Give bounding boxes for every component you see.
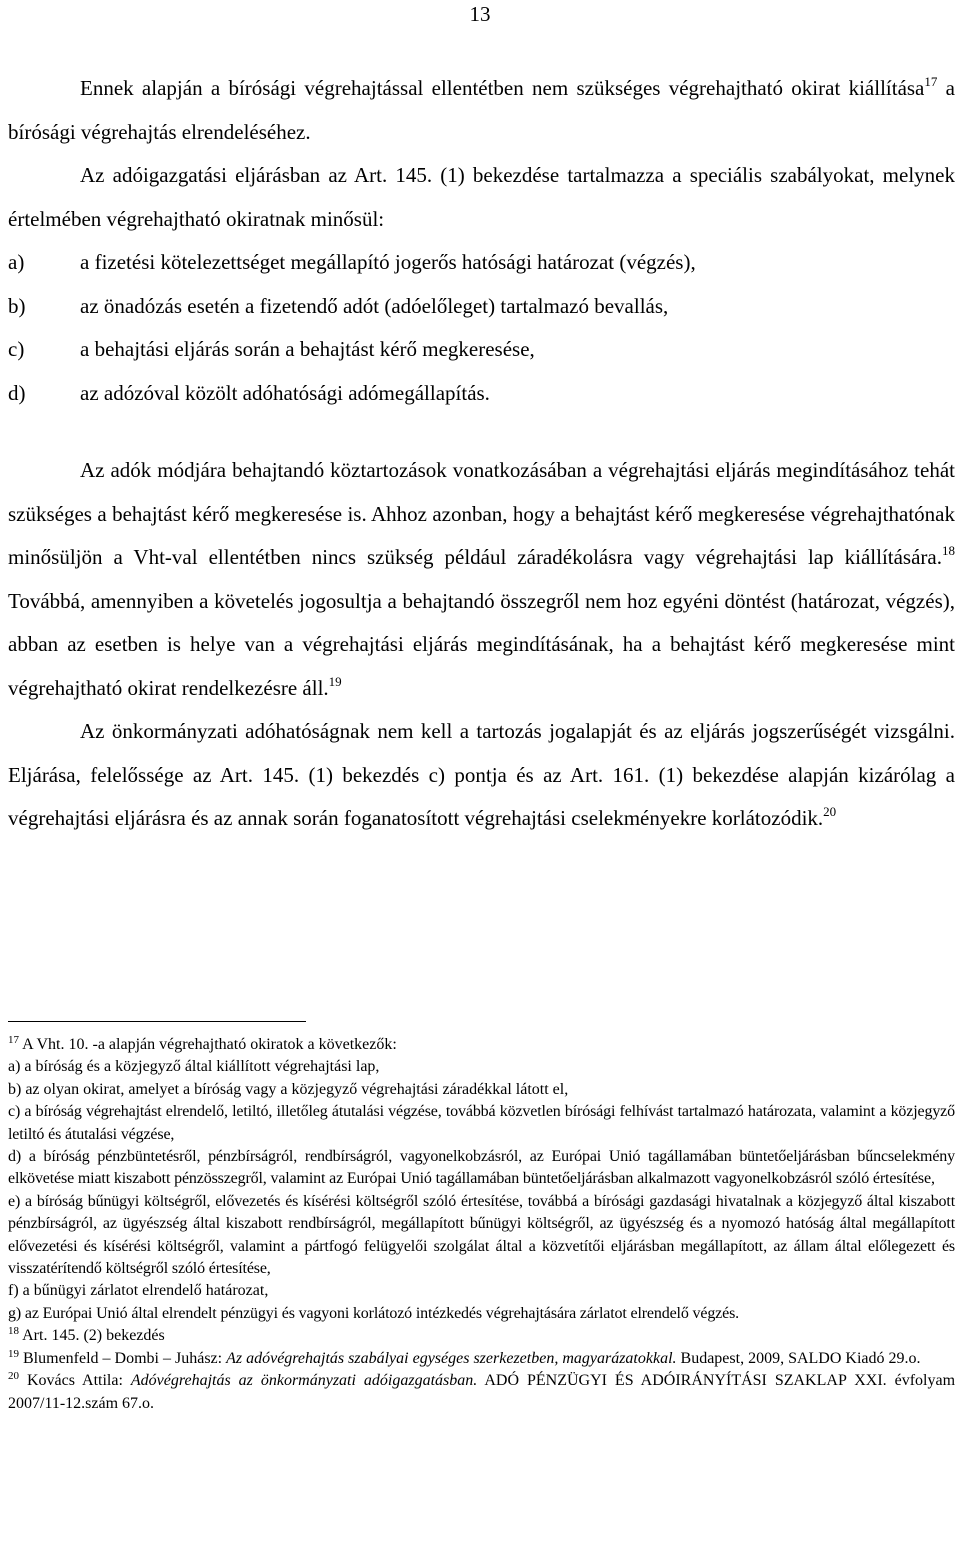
list-text: a fizetési kötelezettséget megállapító jogerős hatósági határozat (végzés),	[80, 250, 696, 274]
footnote-17-item: g) az Európai Unió által elrendelt pénzügyi és vagyoni korlátozó intézkedés végrehajtására zárlatot elrendelő végzés.	[8, 1304, 740, 1322]
footnotes	[8, 1034, 955, 1415]
paragraph-text: a bírósági végrehajtás elrendeléséhez.	[8, 76, 955, 144]
footnote-text: ADÓ PÉNZÜGYI ÉS ADÓIRÁNYÍTÁSI SZAKLAP XXI. évfolyam 2007/11-12.szám 67.o.	[8, 1372, 956, 1412]
footnote-ref-20[interactable]: 20	[823, 804, 837, 819]
paragraph-gap	[8, 415, 955, 449]
footnote-17-item: f) a bűnügyi zárlatot elrendelő határozat,	[8, 1282, 269, 1300]
footnote-17-item: c) a bíróság végrehajtást elrendelő, letiltó, illetőleg átutalási végzése, továbbá közvetlen bírósági felhívást tartalmazó határozata, valamint a közjegyző letiltó és átutalási végzése,	[8, 1103, 955, 1143]
paragraph-text: Továbbá, amennyiben a követelés jogosultja a behajtandó összegről nem hoz egyéni döntést (határozat, végzés), abban az esetben is helye van a végrehajtási eljárás megindításának, ha a behajtást kérő megkeresése mint végrehajtható okirat rendelkezésre áll.	[8, 588, 955, 700]
list-marker: c)	[8, 337, 25, 361]
footnote-19	[8, 1348, 955, 1370]
list-marker: d)	[8, 380, 26, 405]
list-item-d	[8, 372, 955, 416]
list-item-a	[8, 241, 955, 285]
footnote-number: 20	[8, 1370, 19, 1383]
page-number: 13	[469, 2, 491, 26]
list-marker: b)	[8, 293, 26, 318]
paragraph-text: Az önkormányzati adóhatóságnak nem kell a tartozás jogalapját és az eljárás jogszerűségét vizsgálni. Eljárása, felelőssége az Art. 145. (1) bekezdés c) pontja és az Art. 161. (1) bekezdése alapján kizárólag a végrehajtási eljárásra és az annak során foganatosított végrehajtási cselekményekre korlátozódik.	[8, 719, 955, 830]
list-item-c	[8, 328, 955, 372]
paragraph-text: Ennek alapján a bírósági végrehajtással ellentétben nem szükséges végrehajtható okirat kiállítása	[80, 76, 925, 100]
footnote-18	[8, 1325, 955, 1347]
footnote-text: Art. 145. (2) bekezdés	[19, 1327, 165, 1345]
footnote-number: 18	[8, 1325, 19, 1338]
footnote-ref-18[interactable]: 18	[942, 543, 955, 558]
paragraph-3	[8, 449, 955, 710]
footnote-ref-17[interactable]: 17	[924, 74, 938, 89]
paragraph-4	[8, 710, 955, 841]
footnote-17-title	[8, 1034, 955, 1056]
list-text: a behajtási eljárás során a behajtást kérő megkeresése,	[80, 337, 535, 361]
footnote-17-item: b) az olyan okirat, amelyet a bíróság vagy a közjegyző végrehajtási záradékkal látott el,	[8, 1080, 569, 1098]
list-marker: a)	[8, 250, 25, 274]
footnote-number: 17	[8, 1034, 19, 1046]
footnote-20	[8, 1370, 955, 1415]
footnote-number: 19	[8, 1347, 19, 1360]
footnote-authors: Blumenfeld – Dombi – Juhász:	[19, 1349, 227, 1367]
list-text: az önadózás esetén a fizetendő adót (adóelőleget) tartalmazó bevallás,	[80, 293, 669, 318]
footnote-article-title: Adóvégrehajtás az önkormányzati adóigazgatásban.	[130, 1372, 478, 1390]
footnote-17-item: a) a bíróság és a közjegyző által kiállított végrehajtási lap,	[8, 1058, 380, 1076]
footnote-text: Budapest, 2009, SALDO Kiadó 29.o.	[676, 1349, 921, 1367]
footnote-author: Kovács Attila:	[19, 1372, 131, 1390]
footnote-text: A Vht. 10. -a alapján végrehajtható okiratok a következők:	[19, 1036, 397, 1053]
paragraph-1	[8, 67, 955, 154]
footnote-separator	[8, 1021, 306, 1022]
list-text: az adózóval közölt adóhatósági adómegállapítás.	[80, 380, 490, 405]
list-item-b	[8, 285, 955, 329]
footnote-17-item: e) a bíróság bűnügyi költségről, elővezetés és kísérési költségről szóló értesítése, továbbá a bírósági gazdasági hivatalnak a közjegyző által kiszabott pénzbírságról, az ügyészség által kiszabott rendbírságról, megállapított bűnügyi költségről, az ügyészség és a nyomozó hatóság által megállapított elővezetési és kísérési költségről, valamint a pártfogó felügyelői szolgálat által a közvetítői eljárásban megállapított, az állam által előlegezett és visszatérítendő költségről szóló értesítése,	[8, 1192, 955, 1278]
main-text	[8, 67, 955, 841]
paragraph-2: Az adóigazgatási eljárásban az Art. 145. (1) bekezdése tartalmazza a speciális szabályokat, melynek értelmében végrehajtható okiratnak minősül:	[8, 163, 955, 231]
footnote-ref-19[interactable]: 19	[328, 673, 342, 689]
footnote-17-item: d) a bíróság pénzbüntetésről, pénzbírságról, rendbírságról, vagyonelkobzásról, az Európai Unió tagállamában büntetőeljárásban bűncselekmény elkövetése miatt kiszabott pénzösszegről, valamint az Európai Unió tagállamában büntetőeljárásban alkalmazott vagyonelkobzásról szóló értesítése,	[8, 1148, 955, 1188]
footnote-book-title: Az adóvégrehajtás szabályai egységes szerkezetben, magyarázatokkal.	[226, 1349, 677, 1367]
paragraph-text: Az adók módjára behajtandó köztartozások vonatkozásában a végrehajtási eljárás megindításához tehát szükséges a behajtást kérő megkeresése is. Ahhoz azonban, hogy a behajtást kérő megkeresése végrehajthatónak minősüljön a Vht-val ellentétben nincs szükség például záradékolásra vagy végrehajtási lap kiállítására.	[8, 458, 955, 569]
